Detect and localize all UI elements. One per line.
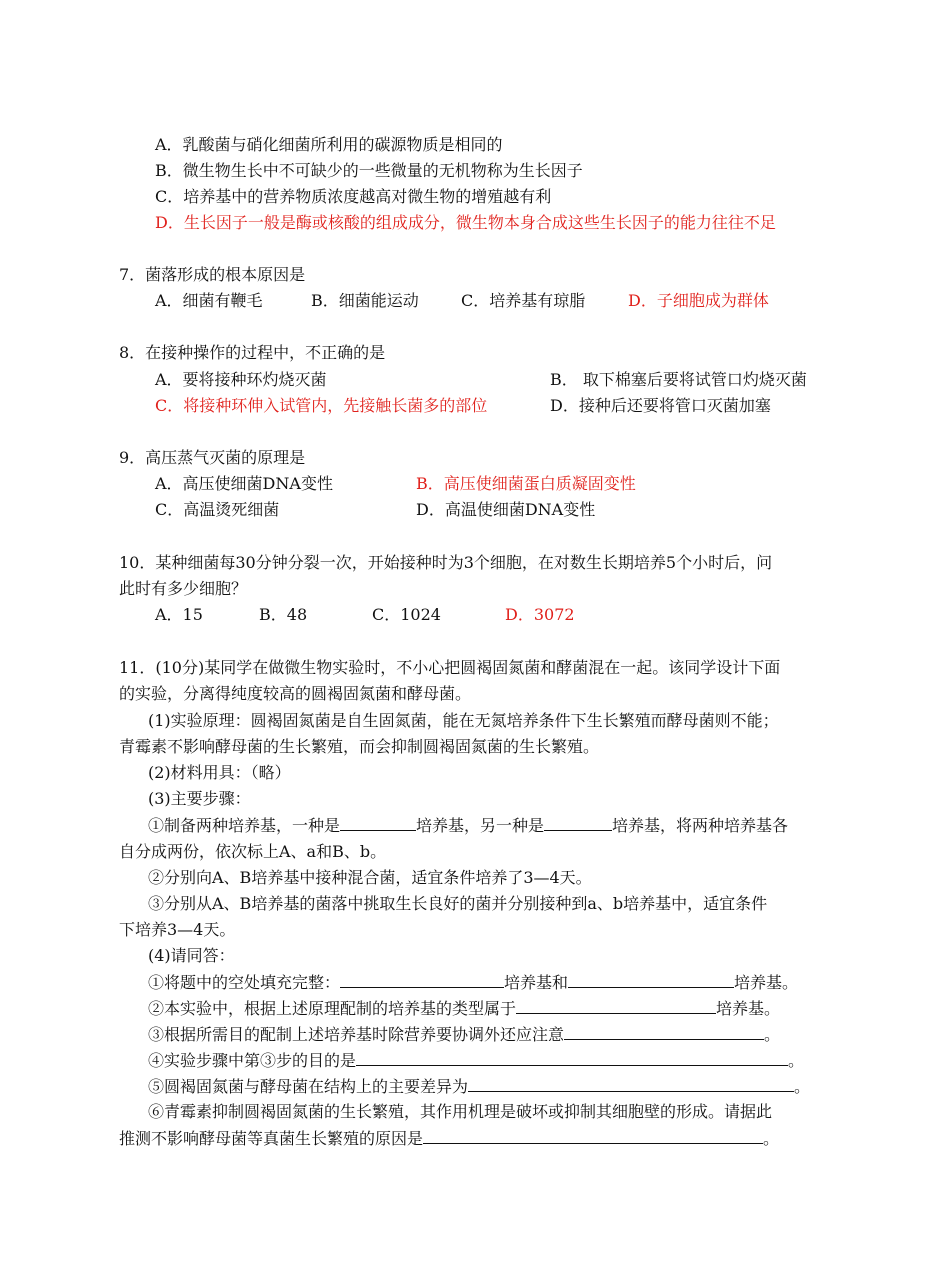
q11-answer4: [148, 1049, 804, 1072]
answer1-blank-2[interactable]: [568, 971, 734, 988]
q7-option-b: B．细菌能运动: [311, 291, 419, 310]
answer4-text-pre: ④实验步骤中第③步的目的是: [148, 1051, 357, 1070]
q11-stem-line1: 11．(10分)某同学在做微生物实验时，不小心把圆褐固氮菌和酵菌混在一起。该同学设计下面: [119, 658, 781, 677]
answer2-text-pre: ②本实验中，根据上述原理配制的培养基的类型属于: [148, 999, 517, 1018]
q11-stem-line2: 的实验，分离得纯度较高的圆褐固氮菌和酵母菌。: [119, 684, 472, 703]
answer4-text-post: 。: [788, 1051, 805, 1070]
q8-stem: 8．在接种操作的过程中，不正确的是: [119, 343, 386, 362]
answer6-text-pre: 推测不影响酵母菌等真菌生长繁殖的原因是: [119, 1129, 424, 1148]
answer2-blank[interactable]: [516, 997, 716, 1014]
answer1-text-post: 培养基。: [734, 973, 799, 992]
q8-option-d: D．接种后还要将管口灭菌加塞: [550, 396, 771, 415]
q8-option-b: B． 取下棉塞后要将试管口灼烧灭菌: [550, 370, 807, 389]
q10-option-d-answer: D．3072: [505, 605, 575, 624]
answer2-text-post: 培养基。: [716, 999, 781, 1018]
q11-principle-line2: 青霉素不影响酵母菌的生长繁殖，而会抑制圆褐固氮菌的生长繁殖。: [119, 737, 600, 756]
q6-option-b: B．微生物生长中不可缺少的一些微量的无机物称为生长因子: [155, 161, 583, 180]
q9-option-a: A．高压使细菌DNA变性: [155, 474, 333, 493]
step1-text-mid: 培养基，另一种是: [416, 816, 545, 835]
answer1-text-pre: ①将题中的空处填充完整：: [148, 973, 341, 992]
q6-option-a: A．乳酸菌与硝化细菌所利用的碳源物质是相同的: [155, 135, 503, 154]
q11-step2: ②分别向A、B培养基中接种混合菌，适宜条件培养了3—4天。: [148, 868, 592, 887]
q8-option-a: A．要将接种环灼烧灭菌: [155, 370, 327, 389]
q11-answer5: [148, 1075, 810, 1098]
q11-answer3: [148, 1023, 780, 1046]
q11-answer1: [148, 971, 798, 994]
q11-questions-heading: (4)请同答：: [148, 946, 235, 965]
answer3-text-pre: ③根据所需目的配制上述培养基时除营养要协调外还应注意: [148, 1025, 565, 1044]
answer5-text-post: 。: [794, 1077, 811, 1096]
q10-option-a: A．15: [155, 605, 203, 624]
q10-option-b: B．48: [259, 605, 308, 624]
answer1-blank-1[interactable]: [340, 971, 504, 988]
q6-option-c: C．培养基中的营养物质浓度越高对微生物的增殖越有利: [155, 187, 552, 206]
answer3-blank[interactable]: [564, 1023, 764, 1040]
answer1-text-mid: 培养基和: [504, 973, 569, 992]
step1-text-pre: ①制备两种培养基，一种是: [148, 816, 341, 835]
q9-option-d: D．高温使细菌DNA变性: [416, 500, 596, 519]
step1-blank-1[interactable]: [340, 814, 416, 831]
q7-stem: 7．菌落形成的根本原因是: [119, 265, 306, 284]
q11-materials: (2)材料用具：（略）: [148, 763, 291, 782]
step1-blank-2[interactable]: [544, 814, 612, 831]
q9-stem: 9．高压蒸气灭菌的原理是: [119, 448, 306, 467]
answer5-blank[interactable]: [468, 1075, 794, 1092]
q11-answer6-line2: [119, 1127, 779, 1150]
q11-step3-line1: ③分别从A、B培养基的菌落中挑取生长良好的菌并分别接种到a、b培养基中，适宜条件: [148, 894, 768, 913]
step1-text-post: 培养基，将两种培养基各: [612, 816, 789, 835]
answer6-text-post: 。: [763, 1129, 780, 1148]
q7-option-d-answer: D．子细胞成为群体: [628, 291, 769, 310]
q7-option-c: C．培养基有琼脂: [461, 291, 586, 310]
answer3-text-post: 。: [764, 1025, 781, 1044]
q11-step1-line2: 自分成两份，依次标上A、a和B、b。: [119, 842, 387, 861]
q8-option-c-answer: C．将接种环伸入试管内，先接触长菌多的部位: [155, 396, 488, 415]
answer5-text-pre: ⑤圆褐固氮菌与酵母菌在结构上的主要差异为: [148, 1077, 469, 1096]
q7-option-a: A．细菌有鞭毛: [155, 291, 263, 310]
q9-option-b-answer: B．高压使细菌蛋白质凝固变性: [416, 474, 636, 493]
q10-stem-line1: 10．某种细菌每30分钟分裂一次，开始接种时为3个细胞，在对数生长期培养5个小时后，问: [119, 553, 773, 572]
q6-option-d-answer: D．生长因子一般是酶或核酸的组成成分，微生物本身合成这些生长因子的能力往往不足: [155, 213, 776, 232]
answer6-blank[interactable]: [423, 1127, 763, 1144]
q10-option-c: C．1024: [372, 605, 441, 624]
q11-answer6-line1: ⑥青霉素抑制圆褐固氮菌的生长繁殖，其作用机理是破坏或抑制其细胞壁的形成。请据此: [148, 1102, 773, 1121]
answer4-blank[interactable]: [356, 1049, 788, 1066]
q11-steps-heading: (3)主要步骤：: [148, 789, 251, 808]
q11-principle-line1: (1)实验原理：圆褐固氮菌是自生固氮菌，能在无氮培养条件下生长繁殖而酵母菌则不能；: [148, 711, 779, 730]
q11-answer2: [148, 997, 780, 1020]
q9-option-c: C．高温烫死细菌: [155, 500, 280, 519]
q10-stem-line2: 此时有多少细胞？: [119, 579, 248, 598]
q11-step1-line1: [148, 814, 788, 837]
q11-step3-line2: 下培养3—4天。: [119, 920, 236, 939]
